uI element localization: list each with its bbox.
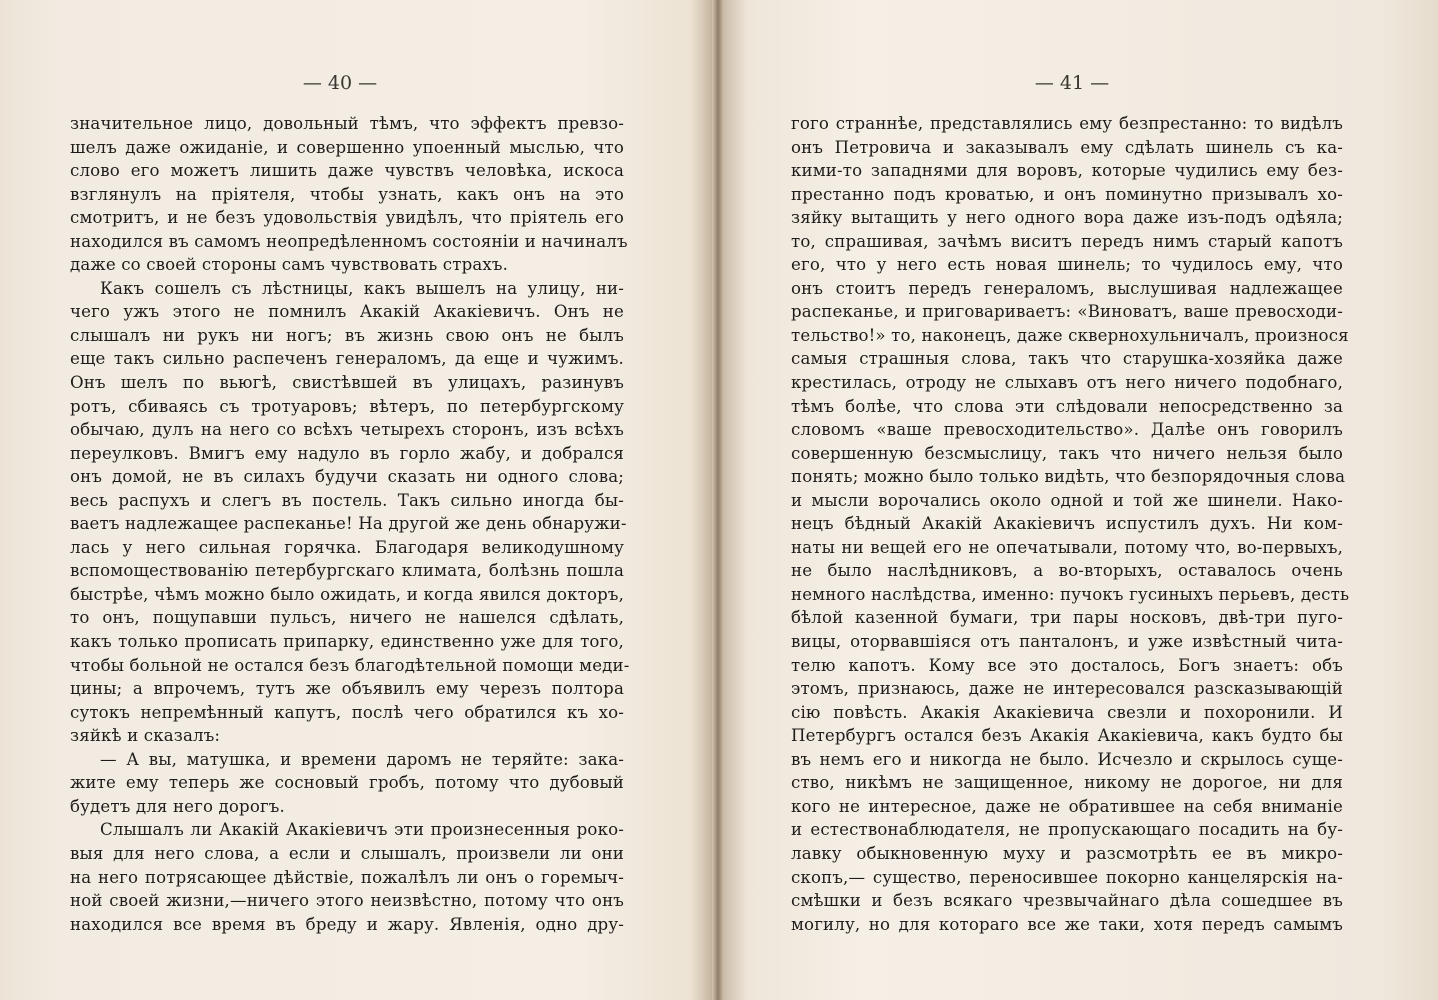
text-line: цины; а впрочемъ, тутъ же объявилъ ему черезъ полтора [70,679,624,699]
text-line: кого не интересное, даже не обратившее на себя вниманіе [791,796,1343,816]
text-line: находился все время въ бреду и жару. Явленія, одно дру- [70,914,624,934]
text-line: обычаю, дулъ на него со всѣхъ четырехъ сторонъ, изъ всѣхъ [70,420,624,440]
text-line: тельство!» то, наконецъ, даже сквернохульничалъ, произнося [791,325,1349,345]
text-line: то онъ, пощупавши пульсъ, ничего не нашелся сдѣлать, [70,608,624,628]
text-line: еще такъ сильно распеченъ генераломъ, да еще и чужимъ. [70,349,624,369]
text-line: совершенную безсмыслицу, такъ что ничего нельзя было [791,443,1343,463]
text-line: сутокъ непремѣнный капутъ, послѣ чего обратился къ хо- [70,702,624,722]
text-line: чтобы больной не остался безъ благодѣтельной помощи меди- [70,655,630,675]
text-line: распеканье, и приговариваетъ: «Виноватъ, ваше превосходи- [791,302,1343,322]
text-line: сію повѣсть. Акакія Акакіевича свезли и похоронили. И [791,702,1343,722]
text-line: немного наслѣдства, именно: пучокъ гусиныхъ перьевъ, десть [791,584,1350,604]
text-line: переулковъ. Вмигъ ему надуло въ горло жабу, и добрался [70,443,624,463]
text-line: слышалъ ни рукъ ни ногъ; въ жизнь свою онъ не былъ [70,325,624,345]
text-line: Какъ сошелъ съ лѣстницы, какъ вышелъ на улицу, ни- [100,278,624,298]
text-line: онъ домой, не въ силахъ будучи сказать ни одного слова; [70,467,624,487]
text-line: въ немъ его и никогда не было. Исчезло и скрылось суще- [791,749,1343,769]
text-line: Петербургъ остался безъ Акакія Акакіевича, какъ будто бы [791,726,1343,746]
text-line: смѣшки и безъ всякаго чрезвычайнаго дѣла сошедшее въ [791,891,1343,911]
text-line: телю капотъ. Кому все это досталось, Богъ знаетъ: объ [791,655,1343,675]
text-line: и естествонаблюдателя, не пропускающаго посадить на бу- [791,820,1343,840]
text-line: не было наслѣдниковъ, а во-вторыхъ, оставалось очень [791,561,1343,581]
text-line: смотритъ, и не безъ удовольствія увидѣлъ, что пріятель его [70,208,624,228]
text-line: ной своей жизни,—ничего этого неизвѣстно, потому что онъ [70,891,624,911]
text-line: его, что у него есть новая шинель; то чудилось ему, что [791,255,1343,275]
text-line: ротъ, сбиваясь съ тротуаровъ; вѣтеръ, по петербургскому [70,396,624,416]
text-line: лавку обыкновенную муху и разсмотрѣть ее въ микро- [791,843,1343,863]
text-line: шелъ даже ожиданіе, и совершенно упоенный мыслью, что [70,137,624,157]
text-line: бѣлой казенной бумаги, три пары носковъ, двѣ-три пуго- [791,608,1343,628]
text-line: онъ стоитъ передъ генераломъ, выслушивая надлежащее [791,278,1343,298]
text-line: Слышалъ ли Акакій Акакіевичъ эти произнесенныя роко- [100,820,624,840]
text-line: зяйку вытащить у него одного вора даже изъ-подъ одѣяла; [791,208,1343,228]
text-line: крестилась, отроду не слыхавъ отъ него ничего подобнаго, [791,373,1343,393]
right-page-text [791,112,1350,936]
text-line: престанно подъ кроватью, и онъ поминутно призывалъ хо- [791,184,1343,204]
text-line: какъ только прописать припарку, единственно уже для того, [70,632,624,652]
text-line: на него потрясающее дѣйствіе, пожалѣлъ ли онъ о горемыч- [70,867,624,887]
page-number-left: — 40 — [302,72,378,94]
text-line: быстрѣе, чѣмъ можно было ожидать, и когда явился докторъ, [70,584,624,604]
text-line: значительное лицо, довольный тѣмъ, что эффектъ превзо- [70,114,624,133]
text-line: жите ему теперь же сосновый гробъ, потому что дубовый [70,773,624,793]
text-line: будетъ для него дорогъ. [70,796,285,816]
text-line: этомъ, признаюсь, даже не интересовался разсказывающій [791,679,1343,699]
text-line: самыя страшныя слова, такъ что старушка-хозяйка даже [791,349,1343,369]
text-line: тѣмъ болѣе, что слова эти слѣдовали непосредственно за [791,396,1343,416]
text-line: выя для него слова, а если и слышалъ, произвели ли они [70,843,624,863]
text-line: ство, никѣмъ не защищенное, никому не дорогое, ни для [791,773,1343,793]
text-line: ваетъ надлежащее распеканье! На другой же день обнаружи- [70,514,627,534]
text-line: даже со своей стороны самъ чувствовать страхъ. [70,255,509,275]
text-line: и мысли ворочались около одной и той же шинели. Нако- [791,490,1343,510]
text-line: взглянулъ на пріятеля, чтобы узнать, какъ онъ на это [70,184,624,204]
text-line: наты ни вещей его не опечатывали, потому что, во-первыхъ, [791,537,1343,557]
text-line: могилу, но для котораго все же таки, хотя передъ самымъ [791,914,1343,934]
text-line: вспомоществованію петербургскаго климата, болѣзнь пошла [70,561,624,581]
text-line: скопъ,— существо, переносившее покорно канцелярскія на- [791,867,1343,887]
text-line: кими-то западнями для воровъ, которые чудились ему без- [791,161,1343,181]
text-line: онъ Петровича и заказывалъ ему сдѣлать шинель съ ка- [791,137,1343,157]
text-line: чего ужъ этого не помнилъ Акакій Акакіевичъ. Онъ не [70,302,624,322]
text-line: зяйкѣ и сказалъ: [70,726,221,746]
left-page-text [70,112,630,936]
text-line: словомъ «ваше превосходительство». Далѣе онъ говорилъ [791,420,1343,440]
text-line: весь распухъ и слегъ въ постель. Такъ сильно иногда бы- [70,490,624,510]
text-line: находился въ самомъ неопредѣленномъ состояніи и начиналъ [70,231,628,251]
text-line: Онъ шелъ по вьюгѣ, свистѣвшей въ улицахъ, разинувъ [70,373,624,393]
text-line: лась у него сильная горячка. Благодаря великодушному [70,537,624,557]
text-line: вицы, оторвавшіяся отъ панталонъ, и уже извѣстный чита- [791,632,1343,652]
text-line: нецъ бѣдный Акакій Акакіевичъ испустилъ духъ. Ни ком- [791,514,1343,534]
text-line: — А вы, матушка, и времени даромъ не теряйте: зака- [100,749,624,769]
text-line: то, спрашивая, зачѣмъ виситъ передъ нимъ старый капотъ [791,231,1343,251]
text-line: понять; можно было только видѣть, что безпорядочныя слова [791,467,1346,487]
text-line: гого страннѣе, представлялись ему безпрестанно: то видѣлъ [791,114,1343,133]
text-line: слово его можетъ лишить даже чувствъ человѣка, искоса [70,161,624,181]
page-number-right: — 41 — [1034,72,1110,94]
